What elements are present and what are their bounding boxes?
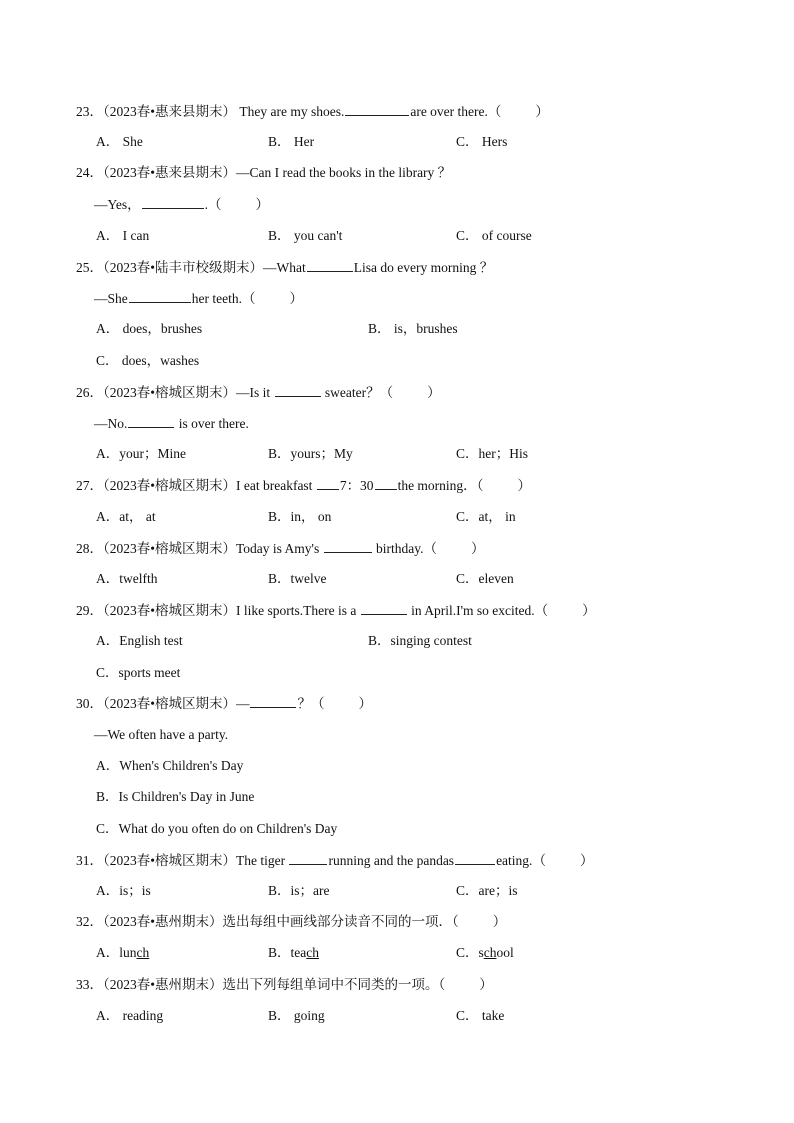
answer-blank[interactable]	[455, 851, 495, 865]
option-c: C．at， in	[456, 509, 516, 524]
option-a: A．When's Children's Day	[96, 758, 244, 773]
option-b: B．is；are	[268, 883, 330, 898]
question-30: 30．（2023春•榕城区期末）— ？（ ）	[76, 696, 372, 711]
option-a: A．your；Mine	[96, 446, 186, 461]
option-a: A．is；is	[96, 883, 151, 898]
question-29: 29．（2023春•榕城区期末）I like sports.There is a in April.I'm so excited.（ ）	[76, 603, 596, 618]
answer-blank[interactable]	[345, 102, 409, 116]
question-31: 31．（2023春•榕城区期末）The tiger running and the pandas eating.（ ）	[76, 853, 594, 868]
option-b: B．Is Children's Day in June	[96, 789, 255, 804]
answer-blank[interactable]	[324, 539, 372, 553]
option-a: A．lunch	[96, 945, 150, 960]
option-a: A． does，brushes	[96, 321, 203, 336]
q-number: 23．	[76, 104, 103, 119]
option-c: C．are；is	[456, 883, 518, 898]
option-b: B． going	[268, 1008, 325, 1023]
option-b: B．twelve	[268, 571, 327, 586]
option-c: C．sports meet	[96, 665, 181, 680]
option-c: C． of course	[456, 228, 532, 243]
option-a: A． She	[96, 134, 143, 149]
q-source: （2023春•惠来县期末）	[103, 104, 236, 119]
answer-blank[interactable]	[375, 476, 397, 490]
option-b: B．yours；My	[268, 446, 353, 461]
answer-blank[interactable]	[307, 258, 353, 272]
option-b: B． you can't	[268, 228, 343, 243]
option-a: A． reading	[96, 1008, 164, 1023]
option-c: C．eleven	[456, 571, 514, 586]
option-c: C．school	[456, 945, 514, 960]
answer-blank[interactable]	[250, 694, 296, 708]
option-c: C． take	[456, 1008, 505, 1023]
option-b: B．in， on	[268, 509, 332, 524]
option-c: C．What do you often do on Children's Day	[96, 821, 338, 836]
question-32: 32．（2023春•惠州期末）选出每组中画线部分读音不同的一项．（ ）	[76, 914, 507, 929]
answer-blank[interactable]	[361, 601, 407, 615]
answer-blank[interactable]	[317, 476, 339, 490]
answer-blank[interactable]	[129, 289, 191, 303]
question-26-line2: —No. is over there.	[94, 416, 249, 431]
question-24-line2: —Yes， .（ ）	[94, 197, 270, 212]
option-b: B．teach	[268, 945, 319, 960]
question-30-line2: —We often have a party.	[94, 727, 229, 742]
option-b: B． is，brushes	[368, 321, 458, 336]
option-c: C． does，washes	[96, 353, 200, 368]
answer-blank[interactable]	[289, 851, 327, 865]
question-25-line2: —She her teeth.（ ）	[94, 291, 303, 306]
question-25: 25．（2023春•陆丰市校级期末）—What Lisa do every morning ？	[76, 260, 494, 275]
option-b: B．singing contest	[368, 633, 472, 648]
question-24: 24．（2023春•惠来县期末）—Can I read the books in the library ？	[76, 165, 452, 180]
option-a: A．English test	[96, 633, 183, 648]
answer-blank[interactable]	[275, 383, 321, 397]
question-26: 26．（2023春•榕城区期末）—Is it sweater？（ ）	[76, 385, 441, 400]
question-23: 23．（2023春•惠来县期末） They are my shoes. are over there.（ ）	[76, 104, 549, 119]
option-b: B． Her	[268, 134, 315, 149]
option-a: A．at， at	[96, 509, 156, 524]
answer-blank[interactable]	[128, 414, 174, 428]
option-c: C．her；His	[456, 446, 528, 461]
question-28: 28．（2023春•榕城区期末）Today is Amy's birthday.（ ）	[76, 541, 485, 556]
option-a: A． I can	[96, 228, 150, 243]
answer-blank[interactable]	[142, 195, 204, 209]
question-27: 27．（2023春•榕城区期末）I eat breakfast 7：30 the morning．（ ）	[76, 478, 531, 493]
question-33: 33．（2023春•惠州期末）选出下列每组单词中不同类的一项。（ ）	[76, 977, 493, 992]
option-a: A．twelfth	[96, 571, 158, 586]
option-c: C． Hers	[456, 134, 508, 149]
